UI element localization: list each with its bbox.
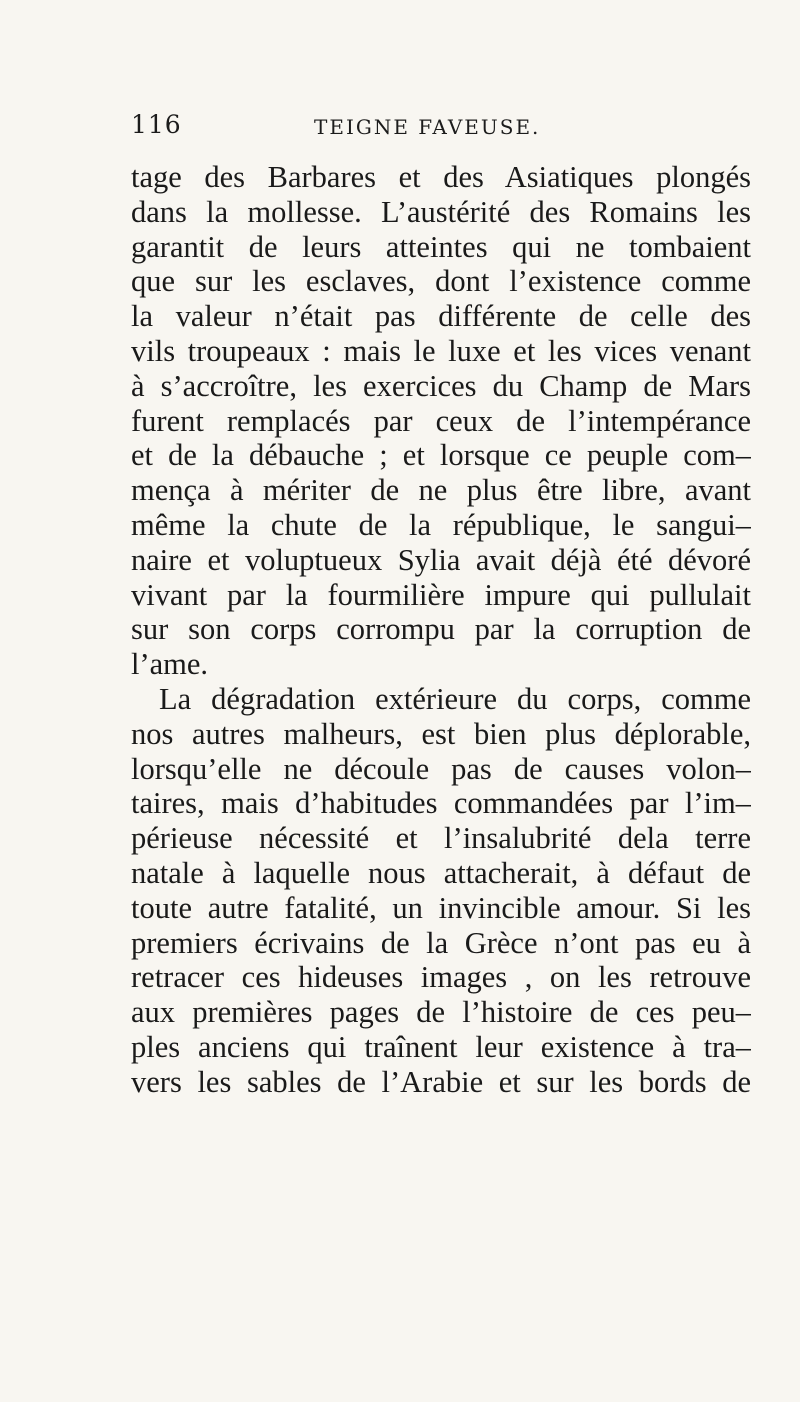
text-line: lorsqu’elle ne découle pas de causes volon–: [131, 751, 751, 786]
text-line: nos autres malheurs, est bien plus déplorable,: [131, 716, 751, 751]
text-line: dans la mollesse. L’austérité des Romains les: [131, 194, 751, 229]
text-line: et de la débauche ; et lorsque ce peuple com–: [131, 438, 751, 473]
text-line: toute autre fatalité, un invincible amour. Si les: [131, 890, 751, 925]
text-line: périeuse nécessité et l’insalubrité dela terre: [131, 821, 751, 856]
text-line: natale à laquelle nous attacherait, à défaut de: [131, 855, 751, 890]
body-text: [131, 160, 751, 1100]
running-title: TEIGNE FAVEUSE.: [314, 115, 541, 139]
text-line: sur son corps corrompu par la corruption de: [131, 612, 751, 647]
text-line: premiers écrivains de la Grèce n’ont pas eu à: [131, 925, 751, 960]
text-line: vers les sables de l’Arabie et sur les bords de: [131, 1064, 751, 1099]
text-line: taires, mais d’habitudes commandées par l’im–: [131, 786, 751, 821]
text-line: garantit de leurs atteintes qui ne tombaient: [131, 229, 751, 264]
paragraph-start-line: La dégradation extérieure du corps, comme: [159, 681, 751, 716]
text-line: vivant par la fourmilière impure qui pullulait: [131, 577, 751, 612]
text-line: mença à mériter de ne plus être libre, avant: [131, 473, 751, 508]
text-line: naire et voluptueux Sylia avait déjà été dévoré: [131, 542, 751, 577]
text-line: aux premières pages de l’histoire de ces peu–: [131, 995, 751, 1030]
page-number: 116: [131, 110, 182, 139]
running-head: [131, 108, 731, 148]
text-line: tage des Barbares et des Asiatiques plongés: [131, 160, 751, 194]
text-line: furent remplacés par ceux de l’intempérance: [131, 403, 751, 438]
text-line: que sur les esclaves, dont l’existence comme: [131, 264, 751, 299]
text-line: même la chute de la république, le sangui–: [131, 507, 751, 542]
text-line: ples anciens qui traînent leur existence à tra–: [131, 1029, 751, 1064]
text-line: retracer ces hideuses images , on les retrouve: [131, 960, 751, 995]
text-line: vils troupeaux : mais le luxe et les vices venant: [131, 333, 751, 368]
text-line: à s’accroître, les exercices du Champ de Mars: [131, 368, 751, 403]
paragraph-end-line: l’ame.: [131, 647, 209, 682]
text-line: la valeur n’était pas différente de celle des: [131, 299, 751, 334]
